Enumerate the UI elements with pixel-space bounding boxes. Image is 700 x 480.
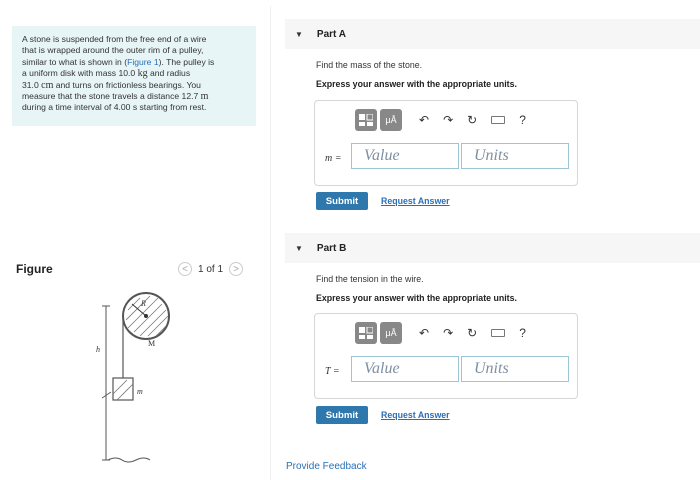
- pager-count: 1 of 1: [198, 263, 224, 275]
- part-b-toolbar: [355, 322, 526, 344]
- problem-line: similar to what is shown in (Figure 1). The pulley is: [22, 56, 215, 67]
- figure-pager: [178, 262, 243, 276]
- part-a-instruction: Express your answer with the appropriate units.: [316, 79, 517, 89]
- pager-prev-button[interactable]: <: [178, 262, 192, 276]
- part-b-title: Part B: [316, 242, 347, 254]
- part-b-variable-label: T =: [325, 366, 340, 377]
- part-a-question: Find the mass of the stone.: [316, 60, 423, 70]
- problem-line: during a time interval of 4.00 s starting from rest.: [22, 102, 207, 113]
- reset-icon[interactable]: ↻: [467, 326, 478, 340]
- keyboard-icon[interactable]: [491, 329, 505, 337]
- part-a-header[interactable]: [285, 19, 700, 49]
- reset-icon[interactable]: ↻: [467, 113, 478, 127]
- part-a-units-input[interactable]: Units: [461, 143, 569, 169]
- help-icon[interactable]: ?: [519, 113, 526, 127]
- redo-icon[interactable]: ↷: [443, 113, 454, 127]
- problem-statement: [12, 26, 256, 126]
- part-b-units-input[interactable]: Units: [461, 356, 569, 382]
- label-m: m: [137, 387, 143, 396]
- problem-line: measure that the stone travels a distance 12.7 m: [22, 91, 209, 103]
- part-a-title: Part A: [316, 28, 347, 40]
- template-grid-icon: [359, 327, 373, 339]
- stone: [113, 378, 133, 400]
- problem-line: 31.0 cm and turns on frictionless bearings. You: [22, 79, 201, 91]
- part-b-request-answer-link[interactable]: Request Answer: [381, 410, 450, 420]
- undo-icon[interactable]: ↶: [419, 113, 430, 127]
- label-R: R: [141, 299, 146, 308]
- triangle-down-icon: ▼: [295, 29, 303, 39]
- part-a-toolbar: [355, 109, 526, 131]
- part-b-value-input[interactable]: Value: [351, 356, 459, 382]
- units-symbol-button[interactable]: μÅ: [380, 109, 402, 131]
- problem-line: that is wrapped around the outer rim of a pulley,: [22, 45, 204, 56]
- part-b-answer-box: [314, 313, 578, 399]
- part-b-submit-button[interactable]: Submit: [316, 406, 368, 424]
- label-h: h: [96, 345, 100, 354]
- part-a-variable-label: m =: [325, 153, 342, 164]
- pager-next-button[interactable]: >: [229, 262, 243, 276]
- undo-icon[interactable]: ↶: [419, 326, 430, 340]
- part-a-submit-button[interactable]: Submit: [316, 192, 368, 210]
- pulley-axle: [144, 314, 148, 318]
- panel-divider: [270, 6, 271, 480]
- part-b-question: Find the tension in the wire.: [316, 274, 424, 284]
- template-grid-icon: [359, 114, 373, 126]
- templates-button[interactable]: [355, 109, 377, 131]
- redo-icon[interactable]: ↷: [443, 326, 454, 340]
- units-symbol-button[interactable]: μÅ: [380, 322, 402, 344]
- provide-feedback-link[interactable]: Provide Feedback: [286, 461, 367, 472]
- figure-link[interactable]: Figure 1: [127, 56, 159, 67]
- keyboard-icon[interactable]: [491, 116, 505, 124]
- figure-title: Figure: [16, 262, 53, 276]
- label-M: M: [148, 339, 156, 348]
- part-a-value-input[interactable]: Value: [351, 143, 459, 169]
- ground-line: [108, 458, 150, 462]
- problem-line: a uniform disk with mass 10.0 kg and radius: [22, 68, 191, 80]
- problem-line: A stone is suspended from the free end of a wire: [22, 34, 207, 44]
- part-b-header[interactable]: [285, 233, 700, 263]
- part-b-instruction: Express your answer with the appropriate units.: [316, 293, 517, 303]
- pulley-figure[interactable]: [86, 286, 196, 466]
- triangle-down-icon: ▼: [295, 243, 303, 253]
- templates-button[interactable]: [355, 322, 377, 344]
- help-icon[interactable]: ?: [519, 326, 526, 340]
- part-a-request-answer-link[interactable]: Request Answer: [381, 196, 450, 206]
- part-a-answer-box: [314, 100, 578, 186]
